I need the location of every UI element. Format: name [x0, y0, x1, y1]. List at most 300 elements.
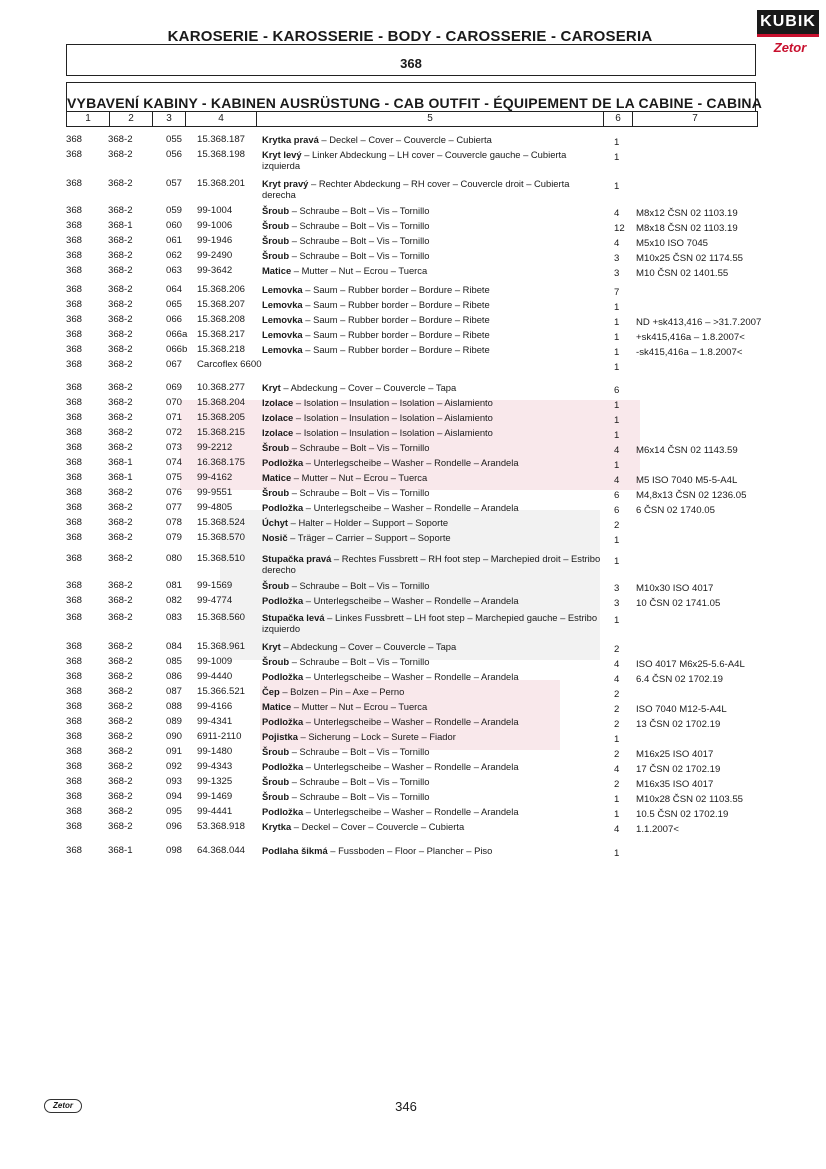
- cell-part-number: 99-1946: [197, 235, 233, 246]
- cell-part-number: 10.368.277: [197, 382, 246, 393]
- cell-group: 368: [66, 532, 83, 543]
- column-header-2: 2: [110, 112, 153, 126]
- cell-position: 086: [166, 671, 183, 682]
- cell-note: ND +sk413,416 – >31.7.2007: [636, 317, 762, 328]
- cell-description-main: Podložka: [262, 761, 304, 772]
- cell-group: 368: [66, 671, 83, 682]
- cell-description: [262, 731, 602, 742]
- cell-note: M6x14 ČSN 02 1143.59: [636, 445, 738, 456]
- cell-part-number: 15.368.201: [197, 178, 246, 189]
- cell-quantity: 3: [614, 583, 620, 594]
- cell-part-number: 16.368.175: [197, 457, 246, 468]
- cell-group: 368: [66, 656, 83, 667]
- cell-part-number: 99-4343: [197, 761, 233, 772]
- cell-part-number: 15.368.218: [197, 344, 246, 355]
- cell-position: 095: [166, 806, 183, 817]
- cell-quantity: 12: [614, 223, 625, 234]
- cell-quantity: 2: [614, 779, 620, 790]
- cell-description-translations: – Schraube – Bolt – Vis – Tornillo: [289, 791, 430, 802]
- cell-subgroup: 368-2: [108, 178, 133, 189]
- cell-description-translations: – Abdeckung – Cover – Couvercle – Tapa: [280, 382, 457, 393]
- cell-description-main: Kryt levý: [262, 149, 302, 160]
- cell-description: [262, 641, 602, 652]
- cell-description-translations: – Deckel – Cover – Couvercle – Cubierta: [318, 134, 492, 145]
- cell-position: 085: [166, 656, 183, 667]
- cell-position: 062: [166, 250, 183, 261]
- cell-description-main: Kryt: [262, 382, 281, 393]
- cell-quantity: 1: [614, 400, 620, 411]
- cell-quantity: 4: [614, 674, 620, 685]
- cell-description-main: Šroub: [262, 220, 290, 231]
- cell-note: 17 ČSN 02 1702.19: [636, 764, 721, 775]
- cell-part-number: 99-4805: [197, 502, 233, 513]
- cell-description-main: Šroub: [262, 250, 290, 261]
- cell-group: 368: [66, 427, 83, 438]
- cell-quantity: 4: [614, 445, 620, 456]
- zetor-footer-logo: Zetor: [44, 1099, 82, 1113]
- cell-position: 075: [166, 472, 183, 483]
- cell-subgroup: 368-2: [108, 671, 133, 682]
- cell-description-main: Izolace: [262, 412, 294, 423]
- cell-group: 368: [66, 553, 83, 564]
- cell-description: [262, 580, 602, 591]
- cell-description: [262, 806, 602, 817]
- cell-part-number: 15.368.217: [197, 329, 246, 340]
- cell-description-translations: – Halter – Holder – Support – Soporte: [288, 517, 449, 528]
- cell-subgroup: 368-2: [108, 776, 133, 787]
- cell-group: 368: [66, 731, 83, 742]
- cell-description-main: Úchyt: [262, 517, 289, 528]
- cell-group: 368: [66, 314, 83, 325]
- cell-description: [262, 595, 602, 606]
- cell-description-translations: – Bolzen – Pin – Axe – Perno: [279, 686, 405, 697]
- cell-description-translations: – Saum – Rubber border – Bordure – Ribete: [302, 284, 490, 295]
- cell-subgroup: 368-2: [108, 686, 133, 697]
- cell-quantity: 2: [614, 749, 620, 760]
- cell-position: 066b: [166, 344, 188, 355]
- cell-description-main: Podložka: [262, 806, 304, 817]
- cell-subgroup: 368-2: [108, 746, 133, 757]
- cell-quantity: 1: [614, 137, 620, 148]
- cell-description: [262, 220, 602, 231]
- cell-position: 090: [166, 731, 183, 742]
- cell-group: 368: [66, 580, 83, 591]
- cell-subgroup: 368-1: [108, 220, 133, 231]
- cell-position: 096: [166, 821, 183, 832]
- cell-part-number: Carcoflex 6600: [197, 359, 262, 370]
- cell-description-main: Podložka: [262, 671, 304, 682]
- cell-description-main: Izolace: [262, 397, 294, 408]
- cell-description-translations: – Unterlegscheibe – Washer – Rondelle – Arandela: [303, 806, 519, 817]
- cell-position: 084: [166, 641, 183, 652]
- cell-description: [262, 612, 602, 634]
- cell-description-translations: – Saum – Rubber border – Bordure – Ribete: [302, 299, 490, 310]
- cell-description-main: Šroub: [262, 487, 290, 498]
- cell-description: [262, 553, 602, 575]
- cell-description: [262, 299, 602, 310]
- cell-part-number: 99-3642: [197, 265, 233, 276]
- cell-note: M5 ISO 7040 M5-5-A4L: [636, 475, 738, 486]
- cell-description-main: Matice: [262, 701, 292, 712]
- cell-description-translations: – Sicherung – Lock – Surete – Fiador: [297, 731, 456, 742]
- cell-part-number: 15.368.207: [197, 299, 246, 310]
- cell-quantity: 4: [614, 764, 620, 775]
- cell-position: 094: [166, 791, 183, 802]
- cell-group: 368: [66, 806, 83, 817]
- cell-description-main: Krytka: [262, 821, 292, 832]
- cell-position: 072: [166, 427, 183, 438]
- kubik-zetor-logo: [757, 10, 819, 60]
- cell-description: [262, 149, 602, 171]
- cell-description-main: Pojistka: [262, 731, 298, 742]
- cell-subgroup: 368-2: [108, 397, 133, 408]
- cell-description-main: Kryt pravý: [262, 178, 309, 189]
- cell-quantity: 1: [614, 302, 620, 313]
- cell-description-translations: – Unterlegscheibe – Washer – Rondelle – Arandela: [303, 716, 519, 727]
- cell-group: 368: [66, 284, 83, 295]
- cell-description-translations: – Isolation – Insulation – Isolation – Aislamiento: [293, 427, 493, 438]
- cell-note: M10x30 ISO 4017: [636, 583, 714, 594]
- cell-quantity: 2: [614, 704, 620, 715]
- cell-quantity: 1: [614, 332, 620, 343]
- cell-description-translations: – Saum – Rubber border – Bordure – Ribete: [302, 329, 490, 340]
- cell-description: [262, 656, 602, 667]
- group-number: 368: [66, 44, 756, 76]
- cell-subgroup: 368-2: [108, 532, 133, 543]
- cell-subgroup: 368-2: [108, 553, 133, 564]
- cell-quantity: 4: [614, 824, 620, 835]
- column-header-1: 1: [67, 112, 110, 126]
- cell-part-number: 15.368.510: [197, 553, 246, 564]
- cell-position: 064: [166, 284, 183, 295]
- cell-description-main: Podložka: [262, 716, 304, 727]
- cell-subgroup: 368-2: [108, 487, 133, 498]
- cell-quantity: 4: [614, 238, 620, 249]
- column-header-3: 3: [153, 112, 186, 126]
- cell-description-translations: – Schraube – Bolt – Vis – Tornillo: [289, 487, 430, 498]
- cell-note: -sk415,416a – 1.8.2007<: [636, 347, 743, 358]
- cell-part-number: 15.368.208: [197, 314, 246, 325]
- cell-description-translations: – Unterlegscheibe – Washer – Rondelle – Arandela: [303, 457, 519, 468]
- cell-note: 6 ČSN 02 1740.05: [636, 505, 715, 516]
- cell-position: 074: [166, 457, 183, 468]
- cell-description: [262, 427, 602, 438]
- cell-group: 368: [66, 220, 83, 231]
- cell-description-translations: – Schraube – Bolt – Vis – Tornillo: [289, 220, 430, 231]
- cell-quantity: 1: [614, 415, 620, 426]
- cell-description-main: Matice: [262, 265, 292, 276]
- cell-subgroup: 368-2: [108, 716, 133, 727]
- cell-position: 091: [166, 746, 183, 757]
- cell-part-number: 99-4774: [197, 595, 233, 606]
- cell-note: M16x25 ISO 4017: [636, 749, 714, 760]
- cell-description-translations: – Schraube – Bolt – Vis – Tornillo: [289, 656, 430, 667]
- cell-position: 066: [166, 314, 183, 325]
- cell-part-number: 99-2212: [197, 442, 233, 453]
- cell-description-translations: – Linker Abdeckung – LH cover – Couvercle gauche – Cubierta izquierda: [262, 149, 567, 171]
- cell-quantity: 6: [614, 490, 620, 501]
- cell-description: [262, 716, 602, 727]
- cell-subgroup: 368-2: [108, 149, 133, 160]
- cell-subgroup: 368-2: [108, 612, 133, 623]
- cell-subgroup: 368-2: [108, 656, 133, 667]
- cell-group: 368: [66, 299, 83, 310]
- cell-position: 057: [166, 178, 183, 189]
- cell-quantity: 1: [614, 152, 620, 163]
- cell-note: M5x10 ISO 7045: [636, 238, 708, 249]
- cell-part-number: 6911-2110: [197, 731, 242, 742]
- cell-description: [262, 178, 602, 200]
- cell-description-translations: – Isolation – Insulation – Isolation – Aislamiento: [293, 397, 493, 408]
- cell-part-number: 15.368.215: [197, 427, 246, 438]
- cell-part-number: 99-1004: [197, 205, 233, 216]
- cell-description-main: Lemovka: [262, 299, 303, 310]
- cell-description-main: Nosič: [262, 532, 288, 543]
- cell-description-main: Matice: [262, 472, 292, 483]
- cell-part-number: 15.368.187: [197, 134, 246, 145]
- cell-subgroup: 368-2: [108, 359, 133, 370]
- cell-description: [262, 845, 602, 856]
- cell-part-number: 99-4166: [197, 701, 233, 712]
- cell-subgroup: 368-2: [108, 344, 133, 355]
- cell-quantity: 2: [614, 689, 620, 700]
- cell-description: [262, 671, 602, 682]
- cell-description-translations: – Schraube – Bolt – Vis – Tornillo: [289, 776, 430, 787]
- cell-part-number: 53.368.918: [197, 821, 246, 832]
- cell-description-main: Lemovka: [262, 284, 303, 295]
- cell-group: 368: [66, 845, 83, 856]
- cell-quantity: 4: [614, 208, 620, 219]
- cell-subgroup: 368-1: [108, 472, 133, 483]
- cell-description: [262, 686, 602, 697]
- cell-description-main: Šroub: [262, 746, 290, 757]
- cell-quantity: 4: [614, 475, 620, 486]
- cell-position: 065: [166, 299, 183, 310]
- cell-description-translations: – Linkes Fussbrett – LH foot step – Marchepied gauche – Estribo izquierdo: [262, 612, 598, 634]
- cell-description: [262, 250, 602, 261]
- cell-description: [262, 205, 602, 216]
- cell-position: 078: [166, 517, 183, 528]
- cell-position: 069: [166, 382, 183, 393]
- cell-position: 092: [166, 761, 183, 772]
- cell-subgroup: 368-2: [108, 641, 133, 652]
- cell-group: 368: [66, 359, 83, 370]
- cell-subgroup: 368-2: [108, 427, 133, 438]
- cell-position: 077: [166, 502, 183, 513]
- cell-subgroup: 368-2: [108, 412, 133, 423]
- cell-note: M16x35 ISO 4017: [636, 779, 714, 790]
- cell-group: 368: [66, 472, 83, 483]
- cell-description-translations: – Schraube – Bolt – Vis – Tornillo: [289, 746, 430, 757]
- cell-note: 1.1.2007<: [636, 824, 679, 835]
- cell-group: 368: [66, 746, 83, 757]
- cell-part-number: 15.368.206: [197, 284, 246, 295]
- cell-subgroup: 368-2: [108, 731, 133, 742]
- cell-description-main: Podložka: [262, 502, 304, 513]
- cell-part-number: 15.368.204: [197, 397, 246, 408]
- cell-quantity: 1: [614, 848, 620, 859]
- cell-group: 368: [66, 487, 83, 498]
- section-title: VYBAVENÍ KABINY - KABINEN AUSRÜSTUNG - CAB OUTFIT - ÉQUIPEMENT DE LA CABINE - CABINA: [66, 82, 756, 112]
- cell-group: 368: [66, 134, 83, 145]
- cell-quantity: 3: [614, 598, 620, 609]
- cell-description-translations: – Abdeckung – Cover – Couvercle – Tapa: [280, 641, 457, 652]
- cell-description: [262, 344, 602, 355]
- cell-description-translations: – Unterlegscheibe – Washer – Rondelle – Arandela: [303, 595, 519, 606]
- cell-position: 088: [166, 701, 183, 712]
- cell-description: [262, 457, 602, 468]
- cell-position: 055: [166, 134, 183, 145]
- cell-part-number: 99-4162: [197, 472, 233, 483]
- cell-position: 073: [166, 442, 183, 453]
- zetor-logo-text: Zetor: [773, 40, 807, 55]
- cell-quantity: 1: [614, 347, 620, 358]
- cell-description-translations: – Unterlegscheibe – Washer – Rondelle – Arandela: [303, 671, 519, 682]
- cell-group: 368: [66, 502, 83, 513]
- cell-description-translations: – Schraube – Bolt – Vis – Tornillo: [289, 235, 430, 246]
- cell-description-translations: – Mutter – Nut – Ecrou – Tuerca: [291, 265, 428, 276]
- cell-part-number: 64.368.044: [197, 845, 246, 856]
- cell-subgroup: 368-2: [108, 761, 133, 772]
- cell-part-number: 99-1469: [197, 791, 233, 802]
- cell-description-main: Šroub: [262, 205, 290, 216]
- cell-description: [262, 314, 602, 325]
- cell-position: 076: [166, 487, 183, 498]
- cell-part-number: 99-2490: [197, 250, 233, 261]
- cell-position: 081: [166, 580, 183, 591]
- cell-quantity: 2: [614, 520, 620, 531]
- cell-quantity: 2: [614, 719, 620, 730]
- cell-subgroup: 368-2: [108, 265, 133, 276]
- cell-description: [262, 821, 602, 832]
- cell-description: [262, 284, 602, 295]
- cell-description: [262, 776, 602, 787]
- cell-quantity: 1: [614, 430, 620, 441]
- cell-part-number: 99-1009: [197, 656, 233, 667]
- cell-group: 368: [66, 205, 83, 216]
- column-header-row: [66, 111, 758, 127]
- cell-description-main: Izolace: [262, 427, 294, 438]
- cell-description: [262, 472, 602, 483]
- cell-position: 056: [166, 149, 183, 160]
- cell-group: 368: [66, 595, 83, 606]
- cell-position: 063: [166, 265, 183, 276]
- cell-subgroup: 368-2: [108, 821, 133, 832]
- cell-description: [262, 701, 602, 712]
- cell-description: [262, 329, 602, 340]
- cell-part-number: 15.368.560: [197, 612, 246, 623]
- cell-description: [262, 265, 602, 276]
- cell-group: 368: [66, 612, 83, 623]
- cell-subgroup: 368-2: [108, 284, 133, 295]
- cell-description: [262, 442, 602, 453]
- cell-note: M10x28 ČSN 02 1103.55: [636, 794, 744, 805]
- cell-description: [262, 487, 602, 498]
- cell-subgroup: 368-2: [108, 701, 133, 712]
- cell-note: M10x25 ČSN 02 1174.55: [636, 253, 744, 264]
- cell-position: 070: [166, 397, 183, 408]
- cell-quantity: 1: [614, 809, 620, 820]
- cell-note: M8x18 ČSN 02 1103.19: [636, 223, 738, 234]
- cell-description-translations: – Schraube – Bolt – Vis – Tornillo: [289, 580, 430, 591]
- cell-description-main: Stupačka pravá: [262, 553, 332, 564]
- cell-subgroup: 368-2: [108, 806, 133, 817]
- cell-description-main: Podložka: [262, 457, 304, 468]
- cell-part-number: 99-1569: [197, 580, 233, 591]
- cell-group: 368: [66, 329, 83, 340]
- cell-description-main: Kryt: [262, 641, 281, 652]
- cell-note: M8x12 ČSN 02 1103.19: [636, 208, 738, 219]
- cell-description-translations: – Mutter – Nut – Ecrou – Tuerca: [291, 472, 428, 483]
- cell-description-main: Krytka pravá: [262, 134, 319, 145]
- cell-description: [262, 532, 602, 543]
- cell-description-main: Podložka: [262, 595, 304, 606]
- cell-description-translations: – Saum – Rubber border – Bordure – Ribete: [302, 344, 490, 355]
- cell-note: M4,8x13 ČSN 02 1236.05: [636, 490, 747, 501]
- cell-group: 368: [66, 235, 83, 246]
- cell-description: [262, 397, 602, 408]
- cell-description-main: Lemovka: [262, 344, 303, 355]
- column-header-6: 6: [604, 112, 633, 126]
- cell-part-number: 15.368.570: [197, 532, 246, 543]
- cell-group: 368: [66, 178, 83, 189]
- column-header-7: 7: [692, 113, 698, 124]
- cell-group: 368: [66, 761, 83, 772]
- cell-description-main: Šroub: [262, 442, 290, 453]
- cell-description-main: Lemovka: [262, 314, 303, 325]
- cell-subgroup: 368-2: [108, 314, 133, 325]
- cell-note: ISO 7040 M12-5-A4L: [636, 704, 727, 715]
- cell-subgroup: 368-2: [108, 134, 133, 145]
- cell-note: 10.5 ČSN 02 1702.19: [636, 809, 729, 820]
- cell-quantity: 1: [614, 535, 620, 546]
- cell-note: 10 ČSN 02 1741.05: [636, 598, 721, 609]
- cell-quantity: 1: [614, 794, 620, 805]
- cell-group: 368: [66, 791, 83, 802]
- cell-subgroup: 368-2: [108, 595, 133, 606]
- cell-quantity: 1: [614, 734, 620, 745]
- cell-description-main: Šroub: [262, 791, 290, 802]
- cell-quantity: 1: [614, 556, 620, 567]
- cell-group: 368: [66, 397, 83, 408]
- cell-description-translations: – Unterlegscheibe – Washer – Rondelle – Arandela: [303, 761, 519, 772]
- cell-group: 368: [66, 821, 83, 832]
- cell-description: [262, 412, 602, 423]
- cell-part-number: 15.368.961: [197, 641, 246, 652]
- cell-subgroup: 368-2: [108, 329, 133, 340]
- cell-group: 368: [66, 250, 83, 261]
- cell-group: 368: [66, 701, 83, 712]
- cell-group: 368: [66, 265, 83, 276]
- cell-part-number: 15.368.198: [197, 149, 246, 160]
- cell-position: 067: [166, 359, 183, 370]
- cell-description-main: Šroub: [262, 235, 290, 246]
- cell-description-main: Podlaha šikmá: [262, 845, 328, 856]
- cell-quantity: 7: [614, 287, 620, 298]
- cell-part-number: 99-9551: [197, 487, 233, 498]
- cell-description: [262, 746, 602, 757]
- cell-description-translations: – Unterlegscheibe – Washer – Rondelle – Arandela: [303, 502, 519, 513]
- cell-description-translations: – Rechter Abdeckung – RH cover – Couvercle droit – Cubierta derecha: [262, 178, 570, 200]
- cell-description-translations: – Saum – Rubber border – Bordure – Ribete: [302, 314, 490, 325]
- column-header-4: 4: [186, 112, 257, 126]
- cell-part-number: 99-1480: [197, 746, 233, 757]
- cell-position: 080: [166, 553, 183, 564]
- cell-description-translations: – Schraube – Bolt – Vis – Tornillo: [289, 205, 430, 216]
- cell-part-number: 99-1325: [197, 776, 233, 787]
- cell-quantity: 4: [614, 659, 620, 670]
- cell-description: [262, 502, 602, 513]
